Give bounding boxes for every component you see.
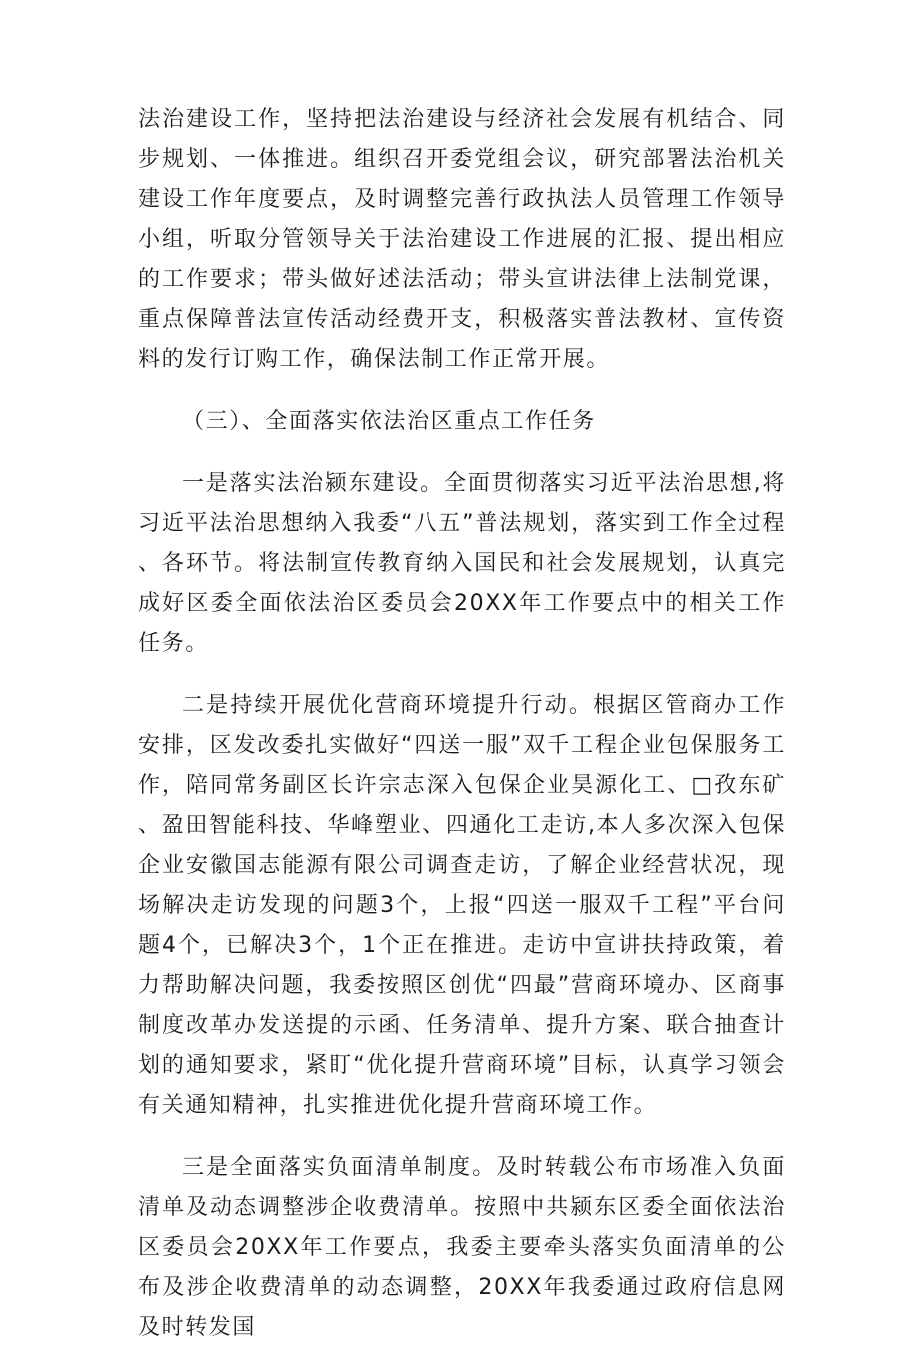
- document-body: [138, 100, 786, 1348]
- section-heading: （三）、全面落实依法治区重点工作任务: [182, 409, 596, 434]
- paragraph-item-three: 三是全面落实负面清单制度。及时转载公布市场准入负面清单及动态调整涉企收费清单。按照中共颍东区委全面依法治区委员会20XX年工作要点，我委主要牵头落实负面清单的公布及涉企收费清单的动态调整，20XX年我委通过政府信息网及时转发国: [138, 1155, 786, 1340]
- paragraph-item-two: 二是持续开展优化营商环境提升行动。根据区管商办工作安排，区发改委扎实做好“四送一服”双千工程企业包保服务工作，陪同常务副区长许宗志深入包保企业昊源化工、□孜东矿、盈田智能科技、华峰塑业、四通化工走访,本人多次深入包保企业安徽国志能源有限公司调查走访，了解企业经营状况，现场解决走访发现的问题3个，上报“四送一服双千工程”平台问题4个，已解决3个，1个正在推进。走访中宣讲扶持政策，着力帮助解决问题，我委按照区创优“四最”营商环境办、区商事制度改革办发送提的示函、任务清单、提升方案、联合抽查计划的通知要求，紧盯“优化提升营商环境”目标，认真学习领会有关通知精神，扎实推进优化提升营商环境工作。: [138, 693, 786, 1118]
- paragraph-item-one: 一是落实法治颍东建设。全面贯彻落实习近平法治思想,将习近平法治思想纳入我委“八五”普法规划，落实到工作全过程、各环节。将法制宣传教育纳入国民和社会发展规划，认真完成好区委全面依法治区委员会20XX年工作要点中的相关工作任务。: [138, 471, 786, 656]
- paragraph-continuation: 法治建设工作，坚持把法治建设与经济社会发展有机结合、同步规划、一体推进。组织召开委党组会议，研究部署法治机关建设工作年度要点，及时调整完善行政执法人员管理工作领导小组，听取分管领导关于法治建设工作进展的汇报、提出相应的工作要求；带头做好述法活动；带头宣讲法律上法制党课，重点保障普法宣传活动经费开支，积极落实普法教材、宣传资料的发行订购工作，确保法制工作正常开展。: [138, 107, 786, 372]
